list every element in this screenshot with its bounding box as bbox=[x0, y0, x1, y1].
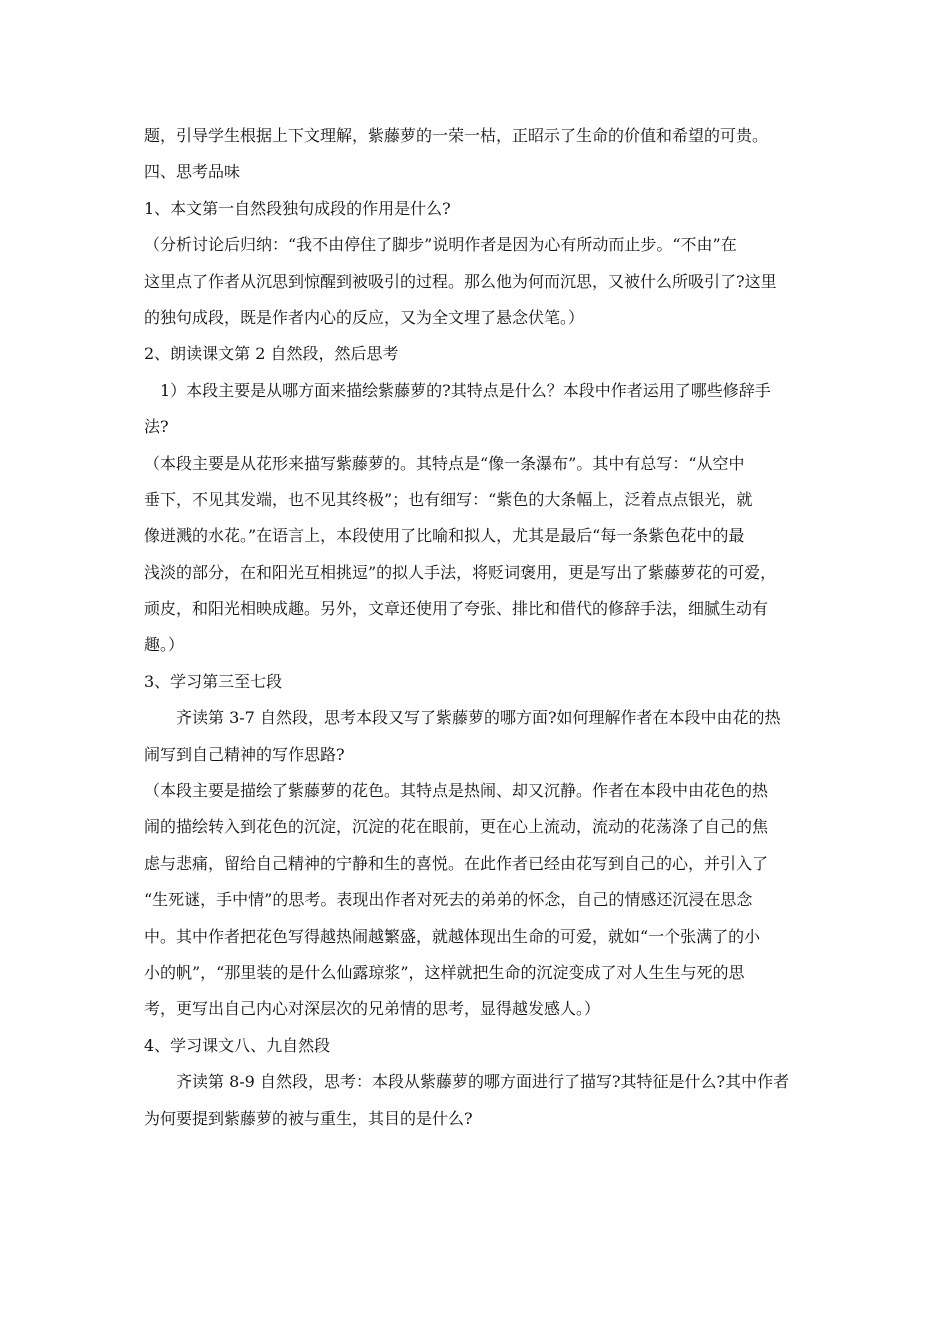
answer-line: （本段主要是描绘了紫藤萝的花色。其特点是热闹、却又沉静。作者在本段中由花色的热 bbox=[144, 781, 769, 801]
subquestion-line: 法? bbox=[144, 417, 169, 437]
question-heading: 3、学习第三至七段 bbox=[144, 671, 283, 691]
question-heading: 1、本文第一自然段独句成段的作用是什么? bbox=[144, 198, 451, 218]
answer-line: 垂下，不见其发端，也不见其终极”；也有细写：“紫色的大条幅上，泛着点点银光，就 bbox=[144, 489, 753, 509]
answer-line: 像迸溅的水花。”在语言上，本段使用了比喻和拟人，尤其是最后“每一条紫色花中的最 bbox=[144, 526, 745, 546]
subquestion-line: 1）本段主要是从哪方面来描绘紫藤萝的?其特点是什么？本段中作者运用了哪些修辞手 bbox=[160, 380, 771, 400]
answer-line: 这里点了作者从沉思到惊醒到被吸引的过程。那么他为何而沉思，又被什么所吸引了?这里 bbox=[144, 271, 777, 291]
answer-line: 虑与悲痛，留给自己精神的宁静和生的喜悦。在此作者已经由花写到自己的心，并引入了 bbox=[144, 853, 769, 873]
prompt-line: 齐读第 3-7 自然段，思考本段又写了紫藤萝的哪方面?如何理解作者在本段中由花的热 bbox=[176, 708, 781, 728]
answer-line: 顽皮，和阳光相映成趣。另外，文章还使用了夸张、排比和借代的修辞手法，细腻生动有 bbox=[144, 599, 769, 619]
prompt-line: 闹写到自己精神的写作思路? bbox=[144, 744, 345, 764]
answer-line: 考，更写出自己内心对深层次的兄弟情的思考，显得越发感人。） bbox=[144, 999, 601, 1019]
answer-line: 的独句成段，既是作者内心的反应，又为全文埋了悬念伏笔。） bbox=[144, 307, 585, 327]
answer-line: （本段主要是从花形来描写紫藤萝的。其特点是“像一条瀑布”。其中有总写：“从空中 bbox=[144, 453, 745, 473]
question-heading: 4、学习课文八、九自然段 bbox=[144, 1035, 331, 1055]
section-heading: 四、思考品味 bbox=[144, 162, 241, 182]
answer-line: 中。其中作者把花色写得越热闹越繁盛，就越体现出生命的可爱，就如“一个张满了的小 bbox=[144, 926, 761, 946]
answer-line: （分析讨论后归纳：“我不由停住了脚步”说明作者是因为心有所动而止步。“不由”在 bbox=[144, 235, 737, 255]
answer-line: “生死谜，手中情”的思考。表现出作者对死去的弟弟的怀念，自己的情感还沉浸在思念 bbox=[144, 890, 753, 910]
answer-line: 闹的描绘转入到花色的沉淀，沉淀的花在眼前，更在心上流动，流动的花荡涤了自己的焦 bbox=[144, 817, 769, 837]
answer-line: 趣。） bbox=[144, 635, 185, 655]
prompt-line: 齐读第 8-9 自然段，思考：本段从紫藤萝的哪方面进行了描写?其特征是什么?其中作者 bbox=[176, 1072, 790, 1092]
document-body bbox=[144, 118, 812, 1137]
text-line: 题，引导学生根据上下文理解，紫藤萝的一荣一枯，正昭示了生命的价值和希望的可贵。 bbox=[144, 126, 769, 145]
question-heading: 2、朗读课文第 2 自然段，然后思考 bbox=[144, 344, 399, 364]
answer-line: 浅淡的部分，在和阳光互相挑逗”的拟人手法，将贬词褒用，更是写出了紫藤萝花的可爱， bbox=[144, 562, 777, 582]
prompt-line: 为何要提到紫藤萝的被与重生，其目的是什么? bbox=[144, 1108, 473, 1128]
answer-line: 小的帆”，“那里装的是什么仙露琼浆”，这样就把生命的沉淀变成了对人生生与死的思 bbox=[144, 962, 745, 982]
